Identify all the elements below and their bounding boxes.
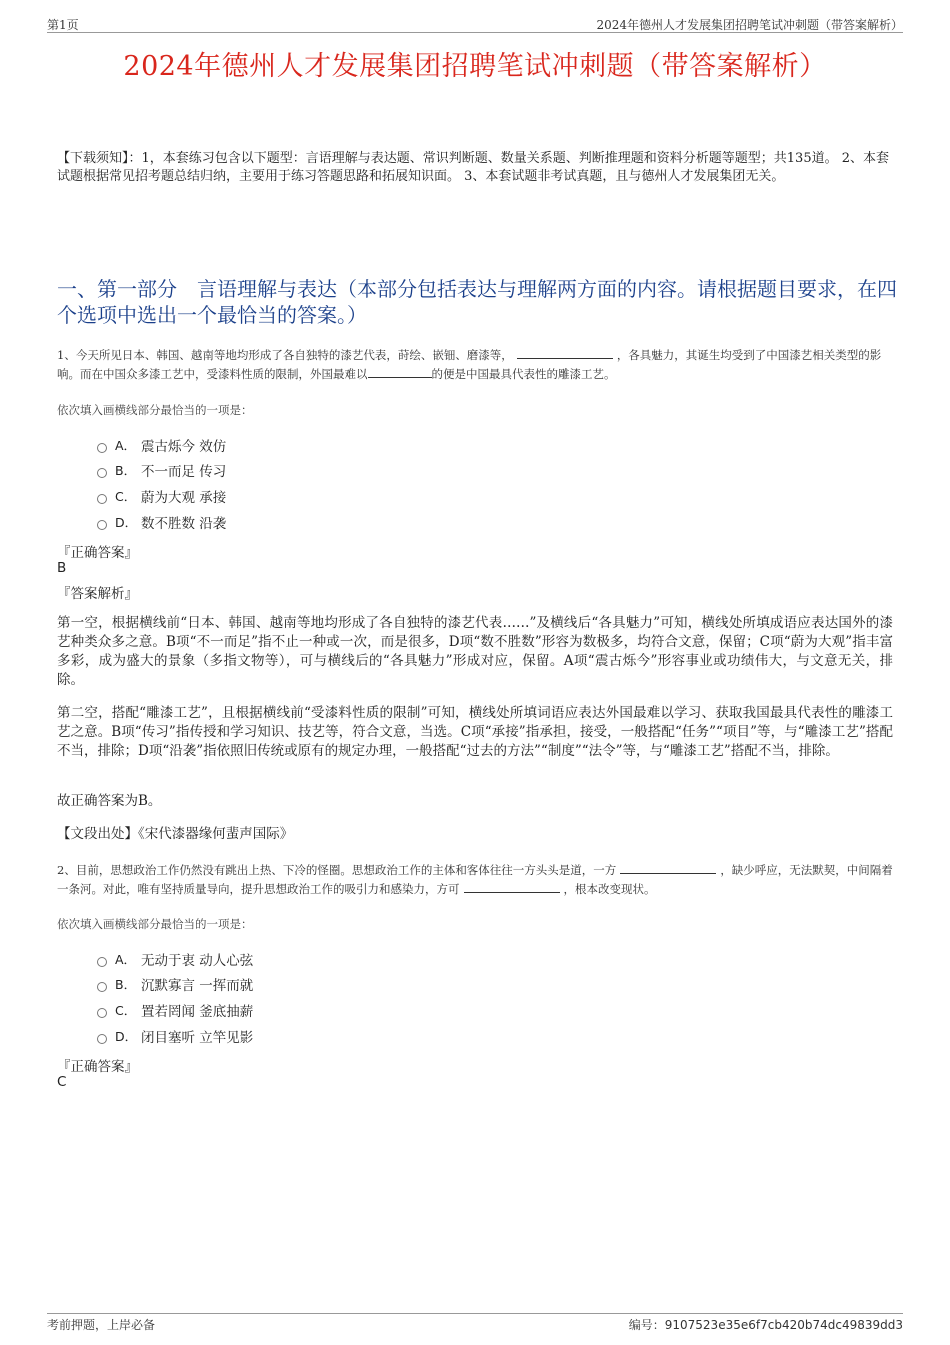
q1-source: 【文段出处】《宋代漆器缘何蜚声国际》: [57, 826, 294, 842]
q2-options: [97, 946, 253, 1048]
q1-blank-1: [517, 346, 613, 359]
q2-option-b[interactable]: B． 沉默寡言 一挥而就: [97, 972, 253, 998]
download-notice: 【下载须知】：1，本套练习包含以下题型：言语理解与表达题、常识判断题、数量关系题、判断推理题和资料分析题等题型；共135道。 2、本套试题根据常见招考题总结归纳，主要用于练习答题思路和拓展知识面。 3、本套试题非考试真题，且与德州人才发展集团无关。: [57, 151, 889, 184]
q2-text-b: ，缺少呼应，无法默契，中间隔着一条河。对此，唯有坚持质量导向，提升思想政治工作的吸引力和感染力，方可: [57, 863, 893, 896]
q2-text-c: ，根本改变现状。: [563, 882, 656, 896]
q2-option-d[interactable]: D． 闭目塞听 立竿见影: [97, 1023, 253, 1049]
section-heading: 一、第一部分 言语理解与表达（本部分包括表达与理解两方面的内容。请根据题目要求，在四个选项中选出一个最恰当的答案。）: [57, 277, 897, 327]
page-footer: [47, 1313, 903, 1334]
q2-option-a[interactable]: A． 无动于衷 动人心弦: [97, 946, 253, 972]
q1-analysis-label: 『答案解析』: [57, 586, 138, 602]
page-header: [47, 14, 903, 33]
radio-icon[interactable]: [97, 520, 107, 530]
radio-icon[interactable]: [97, 982, 107, 992]
radio-icon[interactable]: [97, 1008, 107, 1018]
radio-icon[interactable]: [97, 443, 107, 453]
radio-icon[interactable]: [97, 957, 107, 967]
header-doc-title: 2024年德州人才发展集团招聘笔试冲刺题（带答案解析）: [596, 18, 903, 32]
q2-blank-1: [620, 861, 716, 874]
q1-options: [97, 432, 226, 534]
q1-blank-2: [368, 365, 432, 378]
footer-code: 编号：9107523e35e6f7cb420b74dc49839dd3: [628, 1318, 903, 1332]
q2-answer: C: [57, 1074, 67, 1090]
document-title: 2024年德州人才发展集团招聘笔试冲刺题（带答案解析）: [123, 51, 827, 82]
q1-option-b[interactable]: B． 不一而足 传习: [97, 458, 226, 484]
q2-text-a: 2、目前，思想政治工作仍然没有跳出上热、下冷的怪圈。思想政治工作的主体和客体往往一方头头是道，一方: [57, 863, 617, 877]
q2-option-c[interactable]: C． 置若罔闻 釜底抽薪: [97, 997, 253, 1023]
footer-slogan: 考前押题，上岸必备: [47, 1318, 156, 1332]
q1-option-c[interactable]: C． 蔚为大观 承接: [97, 483, 226, 509]
q2-prompt: 依次填入画横线部分最恰当的一项是：: [57, 917, 253, 931]
q1-analysis-paragraph-1: 第一空，根据横线前“日本、韩国、越南等地均形成了各自独特的漆艺代表……”及横线后“各具魅力”可知，横线处所填成语应表达国外的漆艺种类众多之意。B项“不一而足”指不止一种或一次，而是很多，D项“数不胜数”形容为数极多，均符合文意，保留；C项“蔚为大观”指丰富多彩，成为盛大的景象（多指文物等），可与横线后的“各具魅力”形成对应，保留。A项“震古烁今”形容事业或功绩伟大，与文意无关，排除。: [57, 615, 893, 688]
q1-text-a: 1、今天所见日本、韩国、越南等地均形成了各自独特的漆艺代表，莳绘、嵌钿、磨漆等，: [57, 348, 513, 362]
q1-option-d[interactable]: D． 数不胜数 沿袭: [97, 509, 226, 535]
q1-option-a[interactable]: A． 震古烁今 效仿: [97, 432, 226, 458]
question-1-stem: [57, 346, 897, 384]
q1-prompt: 依次填入画横线部分最恰当的一项是：: [57, 403, 253, 417]
radio-icon[interactable]: [97, 1034, 107, 1044]
page-number: 第1页: [47, 18, 79, 32]
q1-analysis-paragraph-2: 第二空，搭配“雕漆工艺”，且根据横线前“受漆料性质的限制”可知，横线处所填词语应表达外国最难以学习、获取我国最具代表性的雕漆工艺之意。B项“传习”指传授和学习知识、技艺等，符合文意，当选。C项“承接”指承担，接受，一般搭配“任务”“项目”等，与“雕漆工艺”搭配不当，排除；D项“沿袭”指依照旧传统或原有的规定办理，一般搭配“过去的方法”“制度”“法令”等，与“雕漆工艺”搭配不当，排除。: [57, 705, 893, 759]
q1-answer: B: [57, 560, 67, 576]
radio-icon[interactable]: [97, 468, 107, 478]
q1-text-b: ，各具魅力，其诞生均受到了中国漆艺相关类型的影响。而在中国众多漆工艺中，受漆料性质的限制，外国最难以: [57, 348, 882, 381]
radio-icon[interactable]: [97, 494, 107, 504]
q1-answer-label: 『正确答案』: [57, 545, 138, 561]
q1-conclusion: 故正确答案为B。: [57, 793, 162, 809]
q1-text-c: 的便是中国最具代表性的雕漆工艺。: [431, 367, 616, 381]
q2-answer-label: 『正确答案』: [57, 1059, 138, 1075]
question-2-stem: [57, 861, 897, 899]
q2-blank-2: [464, 880, 560, 893]
